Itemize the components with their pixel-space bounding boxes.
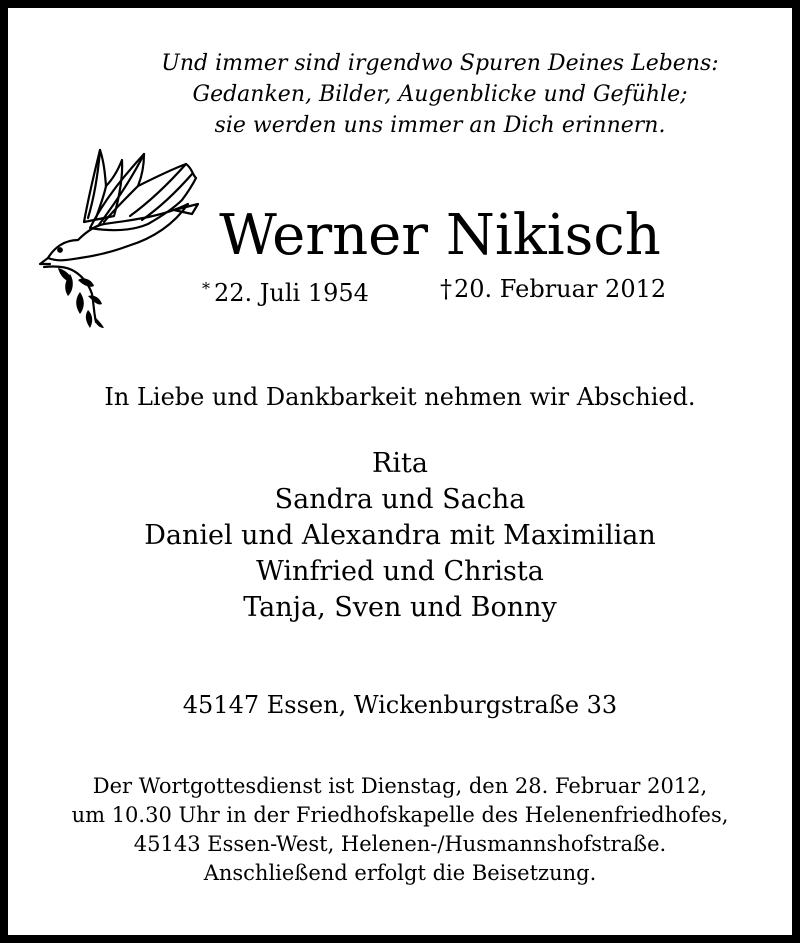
mourner-line: Sandra und Sacha xyxy=(274,484,526,515)
farewell-text: In Liebe und Dankbarkeit nehmen wir Abschied. xyxy=(104,383,696,411)
birth-date: 22. Juli 1954 xyxy=(214,279,369,307)
death-cross-symbol: † xyxy=(440,275,452,303)
poem-line: Gedanken, Bilder, Augenblicke und Gefühle; xyxy=(192,82,688,107)
poem-line: Und immer sind irgendwo Spuren Deines Lebens: xyxy=(161,51,719,76)
memorial-poem xyxy=(120,48,760,141)
mourner-line: Tanja, Sven und Bonny xyxy=(243,592,557,623)
family-address: 45147 Essen, Wickenburgstraße 33 xyxy=(182,691,618,719)
life-dates xyxy=(190,272,710,306)
mourner-line: Winfried und Christa xyxy=(256,556,544,587)
birth-symbol: * xyxy=(202,279,210,298)
funeral-service-info xyxy=(0,772,800,888)
mourner-line: Rita xyxy=(372,448,428,479)
service-line: 45143 Essen-West, Helenen-/Husmannshofstraße. xyxy=(133,832,667,856)
dove-illustration xyxy=(24,140,214,330)
service-line: Anschließend erfolgt die Beisetzung. xyxy=(203,861,597,885)
dove-with-olive-branch-icon xyxy=(24,140,214,330)
birth-date-group xyxy=(202,272,369,310)
mourner-line: Daniel und Alexandra mit Maximilian xyxy=(144,520,656,551)
service-line: um 10.30 Uhr in der Friedhofskapelle des Helenenfriedhofes, xyxy=(71,803,729,827)
death-date: 20. Februar 2012 xyxy=(454,275,667,303)
poem-line: sie werden uns immer an Dich erinnern. xyxy=(214,113,666,138)
mourners-list xyxy=(0,446,800,626)
death-date-group xyxy=(440,272,666,306)
deceased-name: Werner Nikisch xyxy=(219,203,661,268)
service-line: Der Wortgottesdienst ist Dienstag, den 28. Februar 2012, xyxy=(92,774,708,798)
